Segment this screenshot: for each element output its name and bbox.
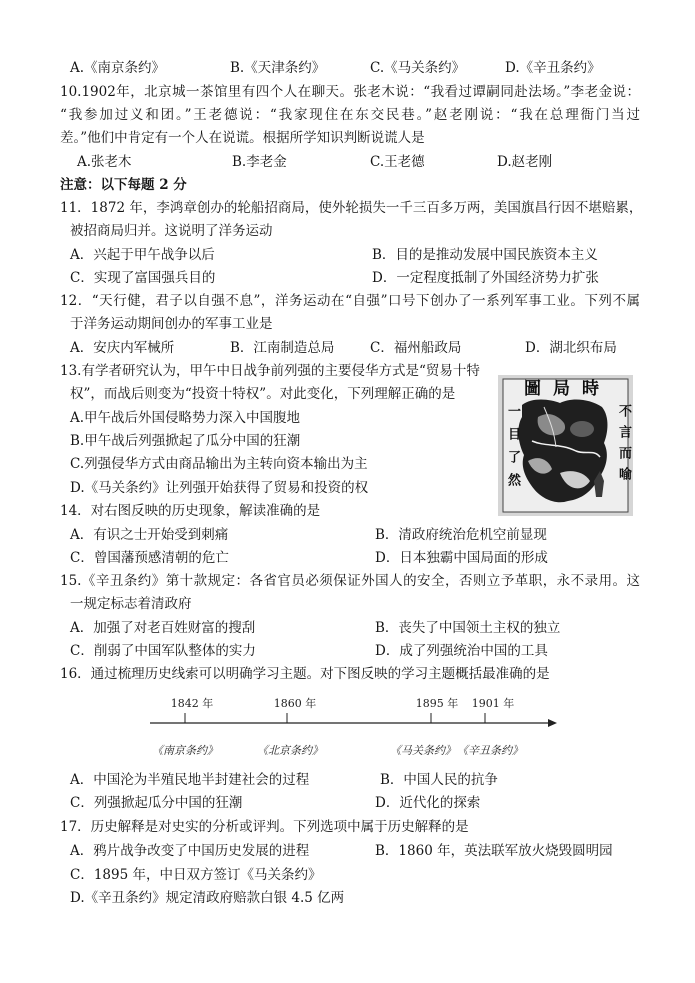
q16-options-row bbox=[0, 770, 695, 790]
option-c: C.《马关条约》 bbox=[370, 60, 466, 76]
q11-options-row bbox=[0, 268, 695, 288]
q10-stem-line: 10.1902年，北京城一茶馆里有四个人在聊天。张老木说：“我看过谭嗣同赴法场。”李老金说： bbox=[60, 84, 640, 100]
q14-options-row bbox=[0, 525, 695, 545]
q11-stem-line: 被招商局归并。这说明了洋务运动 bbox=[70, 223, 273, 239]
timeline-arrow-head bbox=[548, 719, 557, 727]
cartoon-left-caption: 一目了然 bbox=[505, 404, 520, 496]
q14-option-b: B．清政府统治危机空前显现 bbox=[375, 527, 547, 543]
q14-option-c: C．曾国藩预感清朝的危亡 bbox=[70, 550, 229, 566]
q16-option-d: D．近代化的探索 bbox=[375, 795, 481, 811]
option-a: A.《南京条约》 bbox=[70, 60, 166, 76]
q17-stem-line: 17．历史解释是对史实的分析或评判。下列选项中属于历史解释的是 bbox=[60, 819, 469, 835]
q12-option-c: C．福州船政局 bbox=[370, 340, 462, 356]
timeline-year-label: 1842 年 bbox=[170, 697, 214, 710]
q12-stem-line: 于洋务运动期间创办的军事工业是 bbox=[70, 316, 273, 332]
q11-option-a: A．兴起于甲午战争以后 bbox=[70, 247, 215, 263]
q14-option-d: D．日本独霸中国局面的形成 bbox=[375, 550, 548, 566]
timeline-treaty-label: 《辛丑条约》 bbox=[457, 744, 523, 757]
q13-option-c: C.列强侵华方式由商品输出为主转向资本输出为主 bbox=[70, 456, 368, 472]
timeline-year-label: 1901 年 bbox=[471, 697, 515, 710]
q17-options-row bbox=[0, 841, 695, 861]
timeline-year-label: 1895 年 bbox=[415, 697, 459, 710]
q17-option-b: B．1860 年，英法联军放火烧毁圆明园 bbox=[375, 843, 613, 859]
q10-option-a: A.张老木 bbox=[77, 154, 132, 170]
q14-options-row bbox=[0, 548, 695, 568]
cartoon-title: 圖局時 bbox=[524, 379, 611, 399]
q15-options-row bbox=[0, 641, 695, 661]
timeline-treaty-label: 《北京条约》 bbox=[257, 744, 323, 757]
q12-option-b: B．江南制造总局 bbox=[230, 340, 335, 356]
q14-stem-line: 14．对右图反映的历史现象，解读准确的是 bbox=[60, 503, 321, 519]
cartoon-right-caption: 不言而喻 bbox=[616, 404, 631, 488]
q10-stem-line: “我参加过义和团。”王老德说：“我家现住在东交民巷。”赵老刚说：“我在总理衙门当过 bbox=[60, 107, 640, 123]
q10-options-row bbox=[0, 152, 695, 172]
scoring-note: 注意：以下每题 2 分 bbox=[60, 177, 187, 193]
q15-option-a: A．加强了对老百姓财富的搜刮 bbox=[70, 620, 256, 636]
q13-stem-line: 13.有学者研究认为，甲午中日战争前列强的主要侵华方式是“贸易十特 bbox=[60, 363, 480, 379]
q13-stem-line: 权”，而战后则变为“投资十特权”。对此变化，下列理解正确的是 bbox=[70, 386, 456, 402]
cartoon-figure-dog bbox=[570, 421, 594, 437]
q17-option-d: D.《辛丑条约》规定清政府赔款白银 4.5 亿两 bbox=[70, 890, 345, 906]
q10-option-d: D.赵老刚 bbox=[497, 154, 553, 170]
q11-stem-line: 11．1872 年，李鸿章创办的轮船招商局，使外轮损失一千三百多万两，美国旗昌行因不堪赔累， bbox=[60, 200, 643, 216]
q16-stem-line: 16．通过梳理历史线索可以明确学习主题。对下图反映的学习主题概括最准确的是 bbox=[60, 666, 550, 682]
q17-option-c: C．1895 年，中日双方签订《马关条约》 bbox=[70, 867, 322, 883]
option-b: B.《天津条约》 bbox=[230, 60, 326, 76]
timeline-treaty-label: 《南京条约》 bbox=[152, 744, 218, 757]
q15-stem-line: 一规定标志着清政府 bbox=[70, 596, 192, 612]
q11-options-row bbox=[0, 245, 695, 265]
q12-options-row bbox=[0, 338, 695, 358]
q15-stem-line: 15.《辛丑条约》第十款规定：各省官员必须保证外国人的安全，否则立予革职，永不录用。这 bbox=[60, 573, 640, 589]
q10-stem-line: 差。”他们中肯定有一个人在说谎。根据所学知识判断说谎人是 bbox=[60, 130, 425, 146]
q11-option-d: D．一定程度抵制了外国经济势力扩张 bbox=[372, 270, 599, 286]
q16-option-a: A．中国沦为半殖民地半封建社会的过程 bbox=[70, 772, 310, 788]
option-d: D.《辛丑条约》 bbox=[505, 60, 601, 76]
q11-option-b: B．目的是推动发展中国民族资本主义 bbox=[372, 247, 598, 263]
timeline-treaty-label: 《马关条约》 bbox=[390, 744, 456, 757]
timeline-year-label: 1860 年 bbox=[273, 697, 317, 710]
q16-option-c: C．列强掀起瓜分中国的狂潮 bbox=[70, 795, 243, 811]
top-options-row bbox=[0, 58, 695, 78]
q12-option-d: D．湖北织布局 bbox=[525, 340, 617, 356]
q13-option-d: D.《马关条约》让列强开始获得了贸易和投资的权 bbox=[70, 480, 369, 496]
q15-option-c: C．削弱了中国军队整体的实力 bbox=[70, 643, 256, 659]
q13-option-a: A.甲午战后外国侵略势力深入中国腹地 bbox=[70, 410, 301, 426]
q16-option-b: B．中国人民的抗争 bbox=[380, 772, 498, 788]
timeline-diagram bbox=[0, 688, 695, 764]
q15-option-d: D．成了列强统治中国的工具 bbox=[375, 643, 548, 659]
q17-option-a: A．鸦片战争改变了中国历史发展的进程 bbox=[70, 843, 310, 859]
q11-option-c: C．实现了富国强兵目的 bbox=[70, 270, 216, 286]
q15-option-b: B．丧失了中国领土主权的独立 bbox=[375, 620, 561, 636]
q13-option-b: B.甲午战后列强掀起了瓜分中国的狂潮 bbox=[70, 433, 301, 449]
q16-options-row bbox=[0, 793, 695, 813]
q10-option-b: B.李老金 bbox=[232, 154, 287, 170]
q15-options-row bbox=[0, 618, 695, 638]
q12-stem-line: 12．“天行健，君子以自强不息”，洋务运动在“自强”口号下创办了一系列军事工业。下列不属 bbox=[60, 293, 640, 309]
q12-option-a: A．安庆内军械所 bbox=[70, 340, 175, 356]
q14-option-a: A．有识之士开始受到刺痛 bbox=[70, 527, 229, 543]
q10-option-c: C.王老德 bbox=[370, 154, 425, 170]
